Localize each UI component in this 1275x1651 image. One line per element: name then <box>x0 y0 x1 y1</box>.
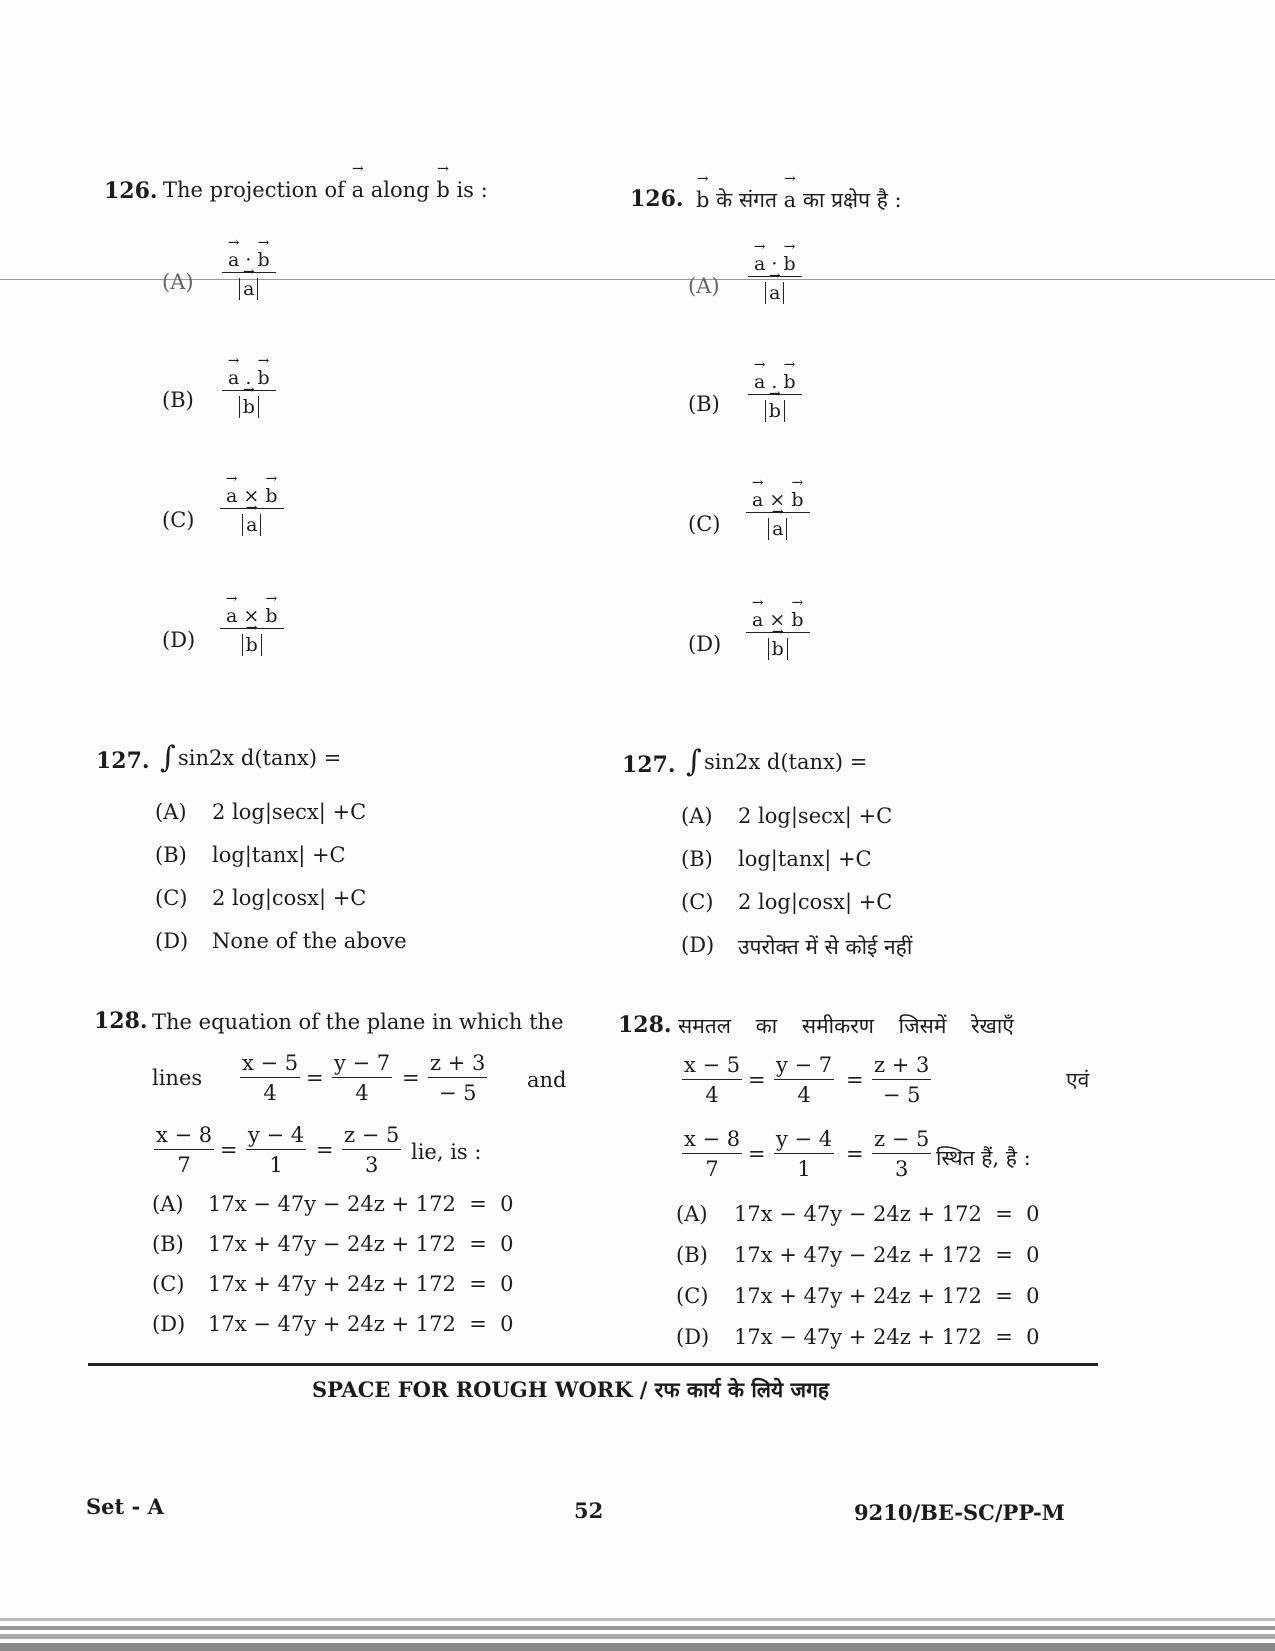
q127-number-hi: 127. <box>622 752 676 778</box>
q127-opt-c-text-en: 2 log|cosx| +C <box>212 886 367 910</box>
q128-l1-f2-en: y − 7 4 <box>334 1051 391 1105</box>
q128-opt-c-label-en: (C) <box>152 1272 185 1296</box>
q127-opt-d-text-hi: उपरोक्त में से कोई नहीं <box>738 935 913 959</box>
equals-sign: = <box>220 1138 238 1162</box>
q127-opt-a-label-en: (A) <box>155 800 187 824</box>
equals-sign: = <box>306 1066 324 1090</box>
vector-b: → b <box>436 178 449 202</box>
paper-code: 9210/BE-SC/PP-M <box>854 1500 1065 1525</box>
q126-opt-d-frac-en: → a × → b → b <box>220 604 284 657</box>
q126-text-part3: is : <box>456 178 488 202</box>
q128-l2-f1-hi: x − 8 7 <box>684 1127 741 1181</box>
q128-lie-hi: स्थित हैं, है : <box>936 1146 1031 1170</box>
equals-sign: = <box>748 1142 766 1166</box>
footer-rule <box>88 1363 1098 1366</box>
q128-l1-f1-hi: x − 5 4 <box>684 1053 741 1107</box>
q126-opt-c-frac-hi: → a × → b → a <box>746 488 810 541</box>
q127-opt-c-label-en: (C) <box>155 886 188 910</box>
q128-l2-f2-hi: y − 4 1 <box>776 1127 833 1181</box>
q127-opt-a-text-hi: 2 log|secx| +C <box>738 804 893 828</box>
q128-l2-f3-hi: z − 5 3 <box>874 1127 930 1181</box>
q128-opt-d-text-hi: 17x − 47y + 24z + 172 = 0 <box>734 1325 1040 1349</box>
set-label: Set - A <box>86 1494 164 1519</box>
q128-text-hi: समतल का समीकरण जिसमें रेखाएँ <box>678 1014 1014 1038</box>
q126-opt-b-label-en: (B) <box>162 388 194 412</box>
q128-opt-a-text-hi: 17x − 47y − 24z + 172 = 0 <box>734 1202 1040 1226</box>
q128-lines-en: lines <box>152 1066 203 1090</box>
scan-stripe <box>0 1634 1275 1639</box>
q127-opt-b-text-hi: log|tanx| +C <box>738 847 872 871</box>
q128-l1-f2-hi: y − 7 4 <box>776 1053 833 1107</box>
q127-opt-d-label-hi: (D) <box>681 933 715 957</box>
scan-stripe <box>0 1643 1275 1651</box>
q126-opt-a-label-en: (A) <box>162 270 194 294</box>
q128-opt-a-text-en: 17x − 47y − 24z + 172 = 0 <box>208 1192 514 1216</box>
q128-opt-b-text-hi: 17x + 47y − 24z + 172 = 0 <box>734 1243 1040 1267</box>
q126-number-hi: 126. <box>630 186 684 212</box>
q128-opt-d-label-en: (D) <box>152 1312 186 1336</box>
q128-l1-f3-en: z + 3 − 5 <box>430 1051 486 1105</box>
q128-l2-f1-en: x − 8 7 <box>156 1123 213 1177</box>
q128-l1-f1-en: x − 5 4 <box>242 1051 299 1105</box>
q127-opt-b-label-hi: (B) <box>681 847 713 871</box>
q128-number-hi: 128. <box>618 1012 672 1038</box>
q126-opt-a-label-hi: (A) <box>688 274 720 298</box>
q126-opt-d-label-en: (D) <box>162 628 196 652</box>
scan-stripe <box>0 1626 1275 1630</box>
q126-opt-b-frac-hi: → a . → b → b <box>748 370 802 423</box>
equals-sign: = <box>748 1068 766 1092</box>
q126-opt-b-label-hi: (B) <box>688 392 720 416</box>
q127-expr-en: sin2x d(tanx) = <box>178 746 342 770</box>
equals-sign: = <box>846 1068 864 1092</box>
q128-l1-f3-hi: z + 3 − 5 <box>874 1053 930 1107</box>
q126-text-hi: → b के संगत → a का प्रक्षेप है : <box>696 186 902 214</box>
q126-opt-a-frac-hi: → a · → b → a <box>748 252 802 305</box>
q128-opt-d-label-hi: (D) <box>676 1325 710 1349</box>
q126-text-part1: The projection of <box>163 178 345 202</box>
q128-opt-a-label-hi: (A) <box>676 1202 708 1226</box>
q128-l2-f2-en: y − 4 1 <box>248 1123 305 1177</box>
q127-number-en: 127. <box>96 748 150 774</box>
q127-opt-c-text-hi: 2 log|cosx| +C <box>738 890 893 914</box>
q127-integral-en: ∫ <box>160 740 176 775</box>
q128-opt-a-label-en: (A) <box>152 1192 184 1216</box>
q128-opt-c-text-en: 17x + 47y + 24z + 172 = 0 <box>208 1272 514 1296</box>
q128-opt-c-text-hi: 17x + 47y + 24z + 172 = 0 <box>734 1284 1040 1308</box>
q126-opt-c-frac-en: → a × → b → a <box>220 484 284 537</box>
equals-sign: = <box>402 1066 420 1090</box>
q128-and-hi: एवं <box>1066 1068 1090 1092</box>
q126-opt-c-label-hi: (C) <box>688 512 721 536</box>
q126-opt-d-frac-hi: → a × → b → b <box>746 608 810 661</box>
q127-opt-a-text-en: 2 log|secx| +C <box>212 800 367 824</box>
q127-expr-hi: sin2x d(tanx) = <box>704 750 868 774</box>
page-number: 52 <box>574 1498 604 1523</box>
q126-number-en: 126. <box>104 178 158 204</box>
q127-opt-d-text-en: None of the above <box>212 929 407 953</box>
scan-stripe <box>0 1618 1275 1621</box>
q127-opt-c-label-hi: (C) <box>681 890 714 914</box>
q128-l2-f3-en: z − 5 3 <box>344 1123 400 1177</box>
q127-opt-b-label-en: (B) <box>155 843 187 867</box>
q127-opt-d-label-en: (D) <box>155 929 189 953</box>
q126-opt-b-frac-en: → a . → b → b <box>222 366 276 419</box>
vector-a: → a <box>352 178 365 202</box>
q128-and-en: and <box>527 1068 567 1092</box>
q127-opt-a-label-hi: (A) <box>681 804 713 828</box>
q128-number-en: 128. <box>94 1008 148 1034</box>
q126-opt-d-label-hi: (D) <box>688 632 722 656</box>
q126-text-part2: along <box>370 178 430 202</box>
q126-opt-c-label-en: (C) <box>162 508 195 532</box>
q128-opt-b-label-hi: (B) <box>676 1243 708 1267</box>
q128-lie-en: lie, is : <box>411 1140 482 1164</box>
q127-integral-hi: ∫ <box>686 744 702 779</box>
equals-sign: = <box>316 1138 334 1162</box>
q128-opt-c-label-hi: (C) <box>676 1284 709 1308</box>
q128-opt-b-label-en: (B) <box>152 1232 184 1256</box>
q126-text-en <box>163 178 488 202</box>
q128-text-en: The equation of the plane in which the <box>152 1010 564 1034</box>
q128-opt-d-text-en: 17x − 47y + 24z + 172 = 0 <box>208 1312 514 1336</box>
equals-sign: = <box>846 1142 864 1166</box>
q127-opt-b-text-en: log|tanx| +C <box>212 843 346 867</box>
q128-opt-b-text-en: 17x + 47y − 24z + 172 = 0 <box>208 1232 514 1256</box>
q126-opt-a-frac-en: → a · → b → a <box>222 248 276 301</box>
rough-work-heading: SPACE FOR ROUGH WORK / रफ कार्य के लिये जगह <box>312 1377 830 1402</box>
